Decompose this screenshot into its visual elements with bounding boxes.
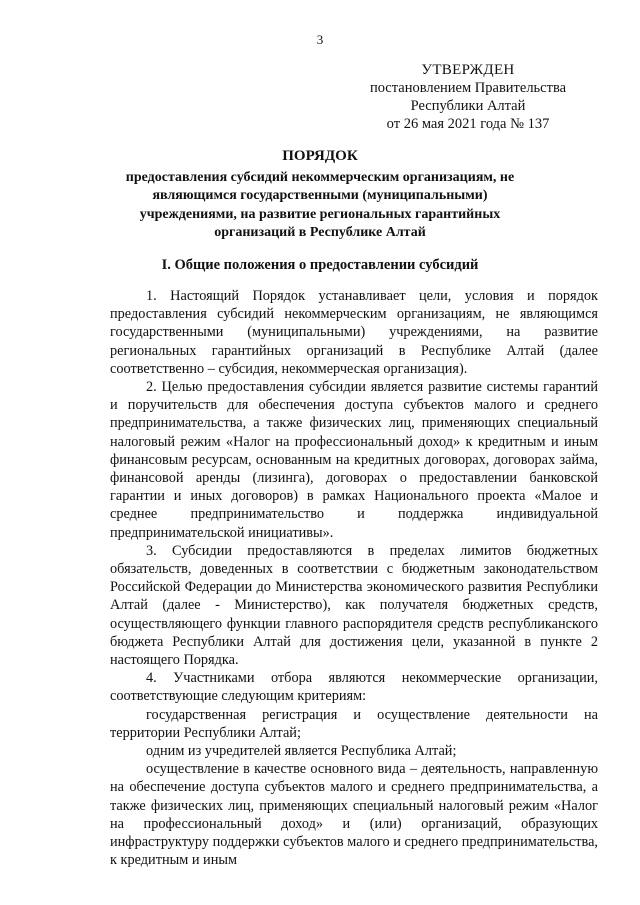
title-subtitle: предоставления субсидий некоммерческим организациям, не являющимся государственными (муниципальными) учреждениями, на развитие региональных гарантийных организаций в Республике Алтай <box>125 169 515 240</box>
paragraph: одним из учредителей является Республика Алтай; <box>146 743 457 760</box>
title-heading: ПОРЯДОК <box>282 148 358 164</box>
paragraph: государственная регистрация и осуществление деятельности на территории Республики Алтай; <box>110 706 598 741</box>
approval-date: от 26 мая 2021 года № 137 <box>386 116 550 132</box>
paragraph: осуществление в качестве основного вида – деятельность, направленную на обеспечение доступа субъектов малого и среднего предпринимательства, а также физических лиц, применяющих специальный налоговый режим «Налог на профессиональный доход» и (или) организаций, образующих инфраструктуру поддержки субъектов малого и среднего предпринимательства, к кредитным и иным <box>110 761 598 869</box>
approval-line: Республики Алтай <box>410 98 526 114</box>
paragraph: 4. Участниками отбора являются некоммерческие организации, соответствующие следующим критериям: <box>110 670 598 705</box>
paragraph: 3. Субсидии предоставляются в пределах лимитов бюджетных обязательств, доведенных в соответствии с бюджетным законодательством Российской Федерации до Министерства экономического развития Республики Алтай (далее - Министерство), как получателя бюджетных средств, осуществляющего функции главного распорядителя средств республиканского бюджета Республики Алтай для достижения цели, указанной в пункте 2 настоящего Порядка. <box>110 542 598 669</box>
approval-heading: УТВЕРЖДЕН <box>421 62 515 78</box>
document-title <box>110 147 530 243</box>
section-heading: I. Общие положения о предоставлении субсидий <box>161 257 479 273</box>
approval-stamp <box>348 61 588 133</box>
approval-line: постановлением Правительства <box>369 80 567 96</box>
page-number: 3 <box>316 32 324 47</box>
paragraph: 2. Целью предоставления субсидии является развитие системы гарантий и поручительств для обеспечения доступа субъектов малого и среднего предпринимательства, а также физических лиц, применяющих специальный налоговый режим «Налог на профессиональный доход» к кредитным и иным финансовым ресурсам, основанным на кредитных договорах, договорах займа, финансовой аренды (лизинга), договорах о предоставлении банковской гарантии и иных договоров) в рамках Национального проекта «Малое и среднее предпринимательство и поддержка индивидуальной предпринимательской инициативы». <box>110 379 598 541</box>
document-body <box>110 287 598 870</box>
paragraph: 1. Настоящий Порядок устанавливает цели, условия и порядок предоставления субсидий некоммерческим организациям, не являющимся государственными (муниципальными) учреждениями, на развитие региональных гарантийных организаций в Республике Алтай (далее соответственно – субсидия, некоммерческая организация). <box>110 288 598 377</box>
